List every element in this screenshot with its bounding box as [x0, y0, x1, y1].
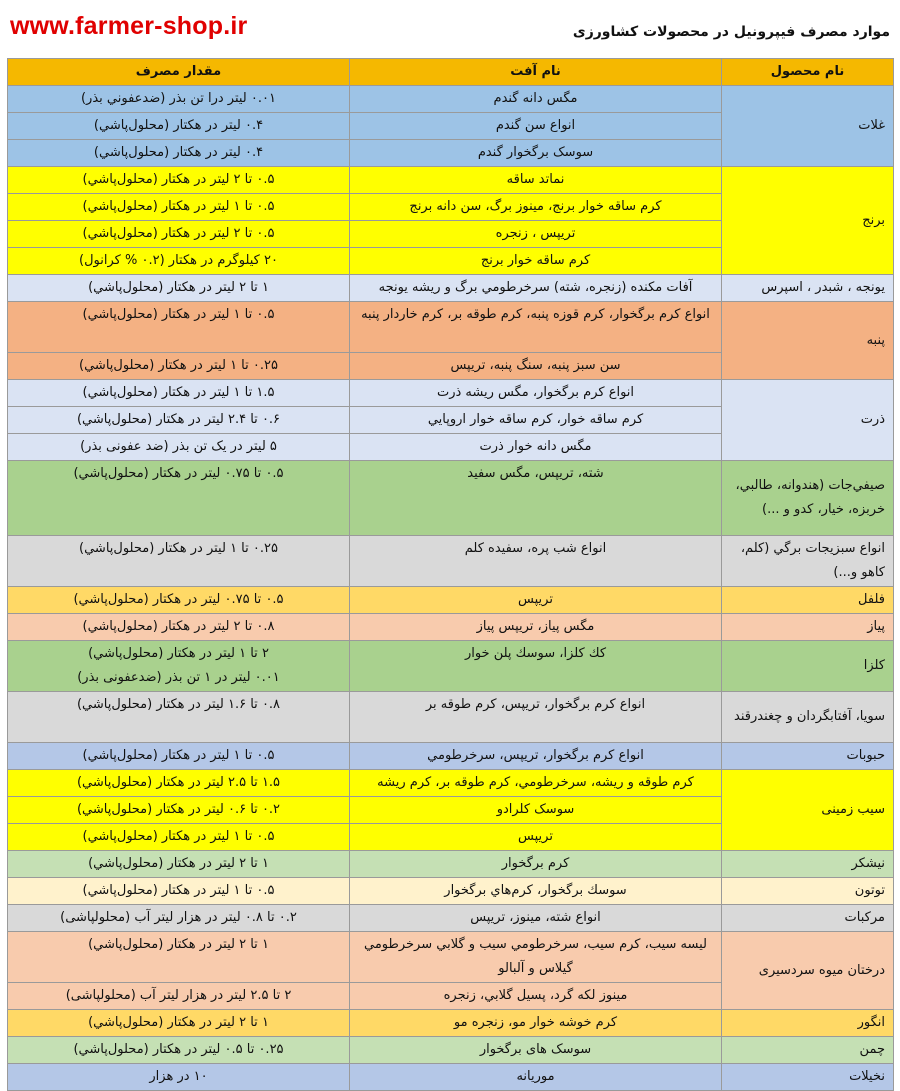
- table-row: [8, 878, 894, 905]
- table-row: [8, 743, 894, 770]
- product-cell: توتون: [722, 878, 894, 905]
- product-cell: غلات: [722, 86, 894, 167]
- product-cell: پیاز: [722, 614, 894, 641]
- pest-cell: کرم ساقه خوار برنج: [350, 248, 722, 275]
- pest-cell: مینوز لکه گرد، پسیل گلابي، زنجره: [350, 983, 722, 1010]
- column-header-pest: نام آفت: [350, 59, 722, 86]
- pest-cell: سوسک برگخوار گندم: [350, 140, 722, 167]
- pest-cell: كرم طوقه و ريشه، سرخرطومي، كرم طوقه بر، كرم ريشه: [350, 770, 722, 797]
- dose-cell: ۰.۵ تا ۲ لیتر در هکتار (محلول‌پاشي): [8, 167, 350, 194]
- pest-cell: سوسک کلرادو: [350, 797, 722, 824]
- table-row: [8, 851, 894, 878]
- dose-cell: ۲ تا ۲.۵ لیتر در هزار لیتر آب (محلولپاشی): [8, 983, 350, 1010]
- table-row: [8, 614, 894, 641]
- column-header-product: نام محصول: [722, 59, 894, 86]
- dose-cell: ۰.۵ تا ۱ لیتر در هکتار (محلول‌پاشي): [8, 743, 350, 770]
- dose-cell: ۰.۲ تا ۰.۶ لیتر در هکتار (محلول‌پاشي): [8, 797, 350, 824]
- product-cell: حبوبات: [722, 743, 894, 770]
- table-row: [8, 770, 894, 797]
- dose-cell: ۱ تا ۲ لیتر در هکتار (محلول‌پاشي): [8, 1010, 350, 1037]
- table-row: [8, 380, 894, 407]
- pest-cell: آفات مكنده (زنجره، شته) سرخرطومي برگ و ريشه یونجه: [350, 275, 722, 302]
- site-url[interactable]: www.farmer-shop.ir: [10, 12, 248, 40]
- product-cell: سیب زمینی: [722, 770, 894, 851]
- dose-cell: ۰.۴ لیتر در هکتار (محلول‌پاشي): [8, 140, 350, 167]
- pest-cell: مگس پیاز، تریپس پیاز: [350, 614, 722, 641]
- table-row: [8, 905, 894, 932]
- table-body: [8, 86, 894, 1091]
- product-cell: چمن: [722, 1037, 894, 1064]
- table-row: [8, 275, 894, 302]
- product-cell: انواع سبزیجات برگي (کلم، کاهو و...): [722, 536, 894, 587]
- dose-cell: ۰.۵ تا ۱ لیتر در هکتار (محلول‌پاشي): [8, 824, 350, 851]
- pest-cell: مگس دانه گندم: [350, 86, 722, 113]
- usage-table: [7, 58, 894, 1091]
- pest-cell: سن سبز پنبه، سنگ پنبه، تريپس: [350, 353, 722, 380]
- dose-cell: ۲ تا ۱ لیتر در هکتار (محلول‌پاشي) ۰.۰۱ لیتر در ۱ تن بذر (ضدعفونی بذر): [8, 641, 350, 692]
- dose-cell: ۰.۵ تا ۱ لیتر در هکتار (محلول‌پاشي): [8, 194, 350, 221]
- product-cell: نیشکر: [722, 851, 894, 878]
- pest-cell: کرم برگخوار: [350, 851, 722, 878]
- table-row: [8, 302, 894, 353]
- table-row: [8, 167, 894, 194]
- dose-cell: ۰.۵ تا ۰.۷۵ لیتر در هکتار (محلول‌پاشي): [8, 587, 350, 614]
- dose-cell: ۰.۲۵ تا ۰.۵ لیتر در هکتار (محلول‌پاشي): [8, 1037, 350, 1064]
- pest-cell: تریپس: [350, 824, 722, 851]
- dose-cell: ۰.۸ تا ۱.۶ لیتر در هکتار (محلول‌پاشي): [8, 692, 350, 743]
- table-row: [8, 536, 894, 587]
- table-row: [8, 1037, 894, 1064]
- dose-cell: ۰.۶ تا ۲.۴ لیتر در هکتار (محلول‌پاشي): [8, 407, 350, 434]
- table-row: [8, 86, 894, 113]
- table-row: [8, 461, 894, 536]
- pest-cell: انواع شته، مینوز، تریپس: [350, 905, 722, 932]
- product-cell: یونجه ، شبدر ، اسپرس: [722, 275, 894, 302]
- product-cell: مرکبات: [722, 905, 894, 932]
- product-cell: پنبه: [722, 302, 894, 380]
- pest-cell: شته، تریپس، مگس سفيد: [350, 461, 722, 536]
- product-cell: کلزا: [722, 641, 894, 692]
- dose-cell: ۰.۲ تا ۰.۸ لیتر در هزار لیتر آب (محلولپاشی): [8, 905, 350, 932]
- dose-cell: ۱ تا ۲ لیتر در هکتار (محلول‌پاشي): [8, 275, 350, 302]
- pest-cell: موریانه: [350, 1064, 722, 1091]
- table-row: [8, 1010, 894, 1037]
- dose-cell: ۰.۵ تا ۰.۷۵ لیتر در هکتار (محلول‌پاشي): [8, 461, 350, 536]
- product-cell: صيفي‌جات (هندوانه، طالبي، خربزه، خيار، كدو و ...): [722, 461, 894, 536]
- table-row: [8, 587, 894, 614]
- product-cell: درختان میوه سردسیری: [722, 932, 894, 1010]
- dose-cell: ۰.۵ تا ۲ لیتر در هکتار (محلول‌پاشي): [8, 221, 350, 248]
- product-cell: نخیلات: [722, 1064, 894, 1091]
- pest-cell: انواع كرم برگخوار، مگس ريشه ذرت: [350, 380, 722, 407]
- dose-cell: ۵ لیتر در یک تن بذر (ضد عفونی بذر): [8, 434, 350, 461]
- pest-cell: کرم ساقه خوار برنج، مينوز برگ، سن دانه برنج: [350, 194, 722, 221]
- pest-cell: انواع کرم برگخوار، تریپس، كرم طوقه بر: [350, 692, 722, 743]
- pest-cell: نماتد ساقه: [350, 167, 722, 194]
- pest-cell: کرم ساقه خوار، کرم ساقه خوار اروپايي: [350, 407, 722, 434]
- pest-cell: انواع کرم برگخوار، کرم قوزه پنبه، کرم طوقه بر، کرم خاردار پنبه: [350, 302, 722, 353]
- product-cell: ذرت: [722, 380, 894, 461]
- column-header-dose: مقدار مصرف: [8, 59, 350, 86]
- pest-cell: انواع سن گندم: [350, 113, 722, 140]
- product-cell: سويا، آفتابگردان و چغندرقند: [722, 692, 894, 743]
- dose-cell: ۰.۴ لیتر در هکتار (محلول‌پاشي): [8, 113, 350, 140]
- dose-cell: ۱.۵ تا ۱ لیتر در هکتار (محلول‌پاشي): [8, 380, 350, 407]
- pest-cell: تریپس: [350, 587, 722, 614]
- table-row: [8, 641, 894, 692]
- product-cell: فلفل: [722, 587, 894, 614]
- pest-cell: سوسک های برگخوار: [350, 1037, 722, 1064]
- dose-cell: ۰.۸ تا ۲ لیتر در هکتار (محلول‌پاشي): [8, 614, 350, 641]
- product-cell: برنج: [722, 167, 894, 275]
- pest-cell: انواع کرم برگخوار، تریپس، سرخرطومي: [350, 743, 722, 770]
- dose-cell: ۱ تا ۲ لیتر در هکتار (محلول‌پاشي): [8, 932, 350, 983]
- dose-cell: ۱ تا ۲ لیتر در هکتار (محلول‌پاشي): [8, 851, 350, 878]
- dose-cell: ۰.۵ تا ۱ لیتر در هکتار (محلول‌پاشي): [8, 302, 350, 353]
- table-row: [8, 932, 894, 983]
- dose-cell: ۲۰ کیلوگرم در هکتار (۰.۲ % کرانول): [8, 248, 350, 275]
- dose-cell: ۰.۰۱ ليتر درا تن بذر (ضدعفوني بذر): [8, 86, 350, 113]
- dose-cell: ۰.۲۵ تا ۱ لیتر در هکتار (محلول‌پاشي): [8, 536, 350, 587]
- pest-cell: تریپس ، زنجره: [350, 221, 722, 248]
- pest-cell: سوسك برگخوار، کرم‌هاي برگخوار: [350, 878, 722, 905]
- table-row: [8, 1064, 894, 1091]
- dose-cell: ۰.۵ تا ۱ لیتر در هکتار (محلول‌پاشي): [8, 878, 350, 905]
- pest-cell: مگس دانه خوار ذرت: [350, 434, 722, 461]
- page-title: موارد مصرف فیپرونیل در محصولات کشاورزی: [572, 24, 890, 40]
- pest-cell: لیسه سیب، کرم سیب، سرخرطومي سیب و گلابي سرخرطومي گیلاس و آلبالو: [350, 932, 722, 983]
- pest-cell: انواع شب پره، سفيده كلم: [350, 536, 722, 587]
- pest-cell: کرم خوشه خوار مو، زنجره مو: [350, 1010, 722, 1037]
- table-row: [8, 692, 894, 743]
- dose-cell: ۱۰ در هزار: [8, 1064, 350, 1091]
- dose-cell: ۰.۲۵ تا ۱ لیتر در هکتار (محلول‌پاشي): [8, 353, 350, 380]
- product-cell: انگور: [722, 1010, 894, 1037]
- table-header-row: [8, 59, 894, 86]
- dose-cell: ۱.۵ تا ۲.۵ لیتر در هکتار (محلول‌پاشي): [8, 770, 350, 797]
- pest-cell: كك كلزا، سوسك پلن خوار: [350, 641, 722, 692]
- top-bar: [0, 0, 900, 58]
